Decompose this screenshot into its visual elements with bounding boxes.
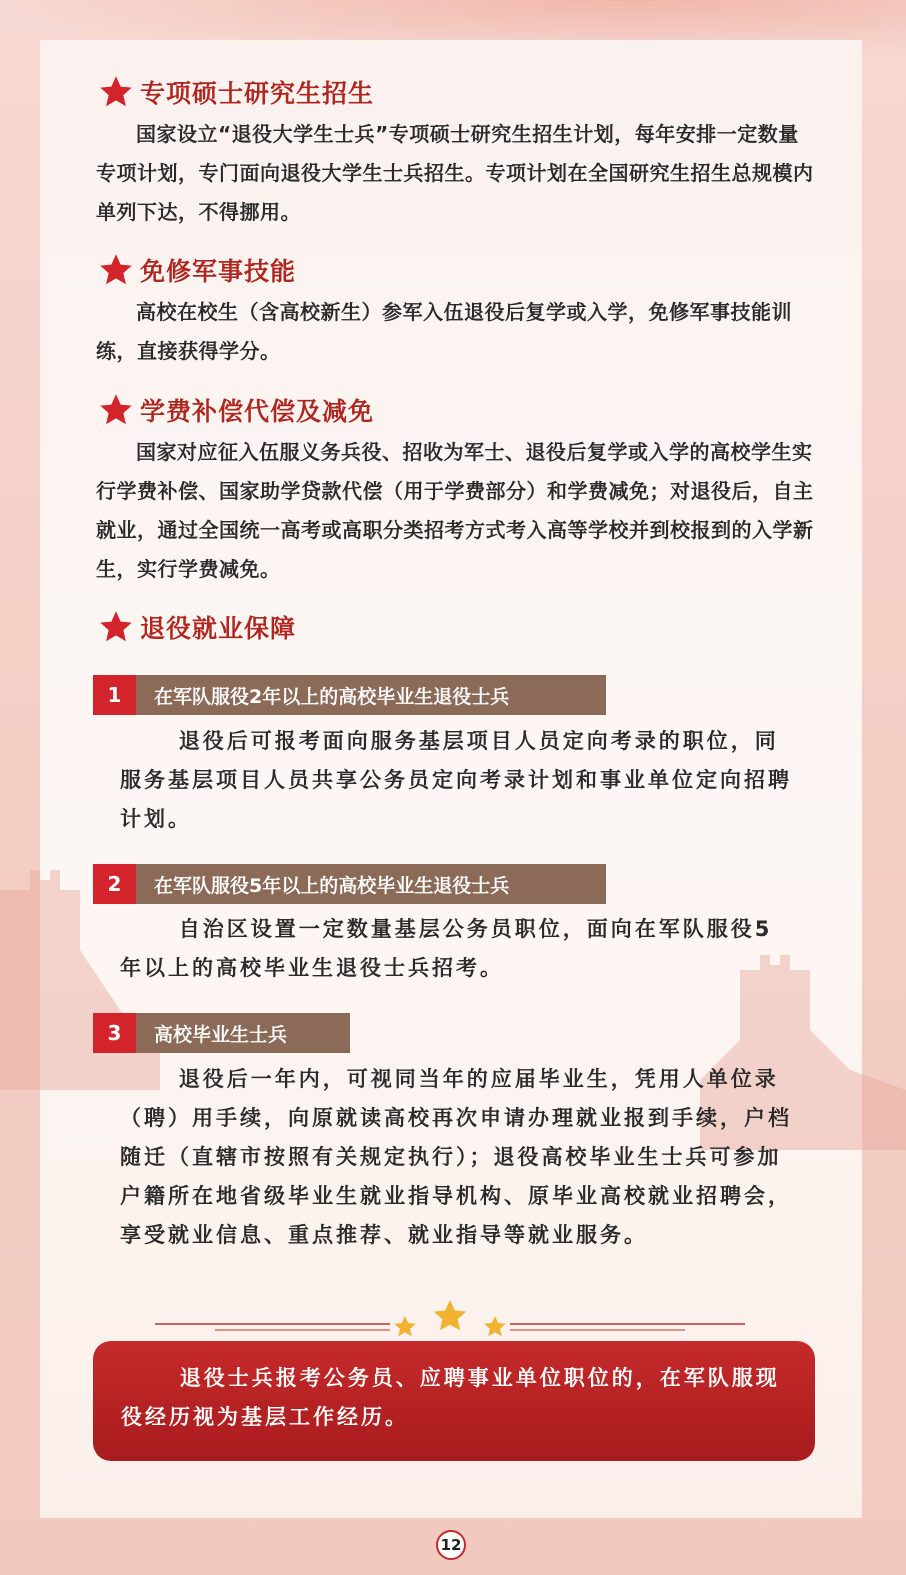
section-body-postgrad: 国家设立“退役大学生士兵”专项硕士研究生招生计划，每年安排一定数量专项计划，专门面向退役大学生士兵招生。专项计划在全国研究生招生总规模内单列下达，不得挪用。 <box>96 122 814 224</box>
section-title-text: 学费补偿代偿及减免 <box>140 397 375 426</box>
subsection-number: 1 <box>93 675 136 715</box>
subsection-body-2: 自治区设置一定数量基层公务员职位，面向在军队服役5年以上的高校毕业生退役士兵招考。 <box>120 917 773 980</box>
section-title-employment <box>98 607 296 647</box>
star-icon <box>98 609 134 645</box>
section-title-postgrad <box>98 72 374 112</box>
subsection-label: 在军队服役2年以上的高校毕业生退役士兵 <box>136 675 606 715</box>
subsection-label: 高校毕业生士兵 <box>136 1013 350 1053</box>
subsection-label: 在军队服役5年以上的高校毕业生退役士兵 <box>136 864 606 904</box>
subsection-header-2 <box>93 864 606 904</box>
section-title-text: 免修军事技能 <box>140 257 297 286</box>
star-icon <box>98 392 134 428</box>
section-title-text: 退役就业保障 <box>140 614 297 643</box>
section-title-military-skills <box>98 250 296 290</box>
subsection-header-1 <box>93 675 606 715</box>
star-icon <box>98 252 134 288</box>
section-body-tuition: 国家对应征入伍服义务兵役、招收为军士、退役后复学或入学的高校学生实行学费补偿、国家助学贷款代偿（用于学费部分）和学费减免；对退役后，自主就业，通过全国统一高考或高职分类招考方式考入高等学校并到校报到的入学新生，实行学费减免。 <box>96 440 814 581</box>
section-title-text: 专项硕士研究生招生 <box>140 79 375 108</box>
callout-box <box>93 1341 815 1461</box>
subsection-body-3: 退役后一年内，可视同当年的应届毕业生，凭用人单位录（聘）用手续，向原就读高校再次申请办理就业报到手续，户档随迁（直辖市按照有关规定执行）；退役高校毕业生士兵可参加户籍所在地省级毕业生就业指导机构、原毕业高校就业招聘会，享受就业信息、重点推荐、就业指导等就业服务。 <box>120 1067 792 1247</box>
section-title-tuition <box>98 390 374 430</box>
section-body-military-skills: 高校在校生（含高校新生）参军入伍退役后复学或入学，免修军事技能训练，直接获得学分。 <box>96 300 792 363</box>
subsection-number: 2 <box>93 864 136 904</box>
star-divider <box>150 1300 750 1340</box>
subsection-number: 3 <box>93 1013 136 1053</box>
subsection-body-1: 退役后可报考面向服务基层项目人员定向考录的职位，同服务基层项目人员共享公务员定向考录计划和事业单位定向招聘计划。 <box>120 729 792 831</box>
star-icon <box>98 74 134 110</box>
page-number-badge: 12 <box>436 1530 466 1560</box>
subsection-header-3 <box>93 1013 350 1053</box>
callout-text: 退役士兵报考公务员、应聘事业单位职位的，在军队服现役经历视为基层工作经历。 <box>121 1366 780 1429</box>
